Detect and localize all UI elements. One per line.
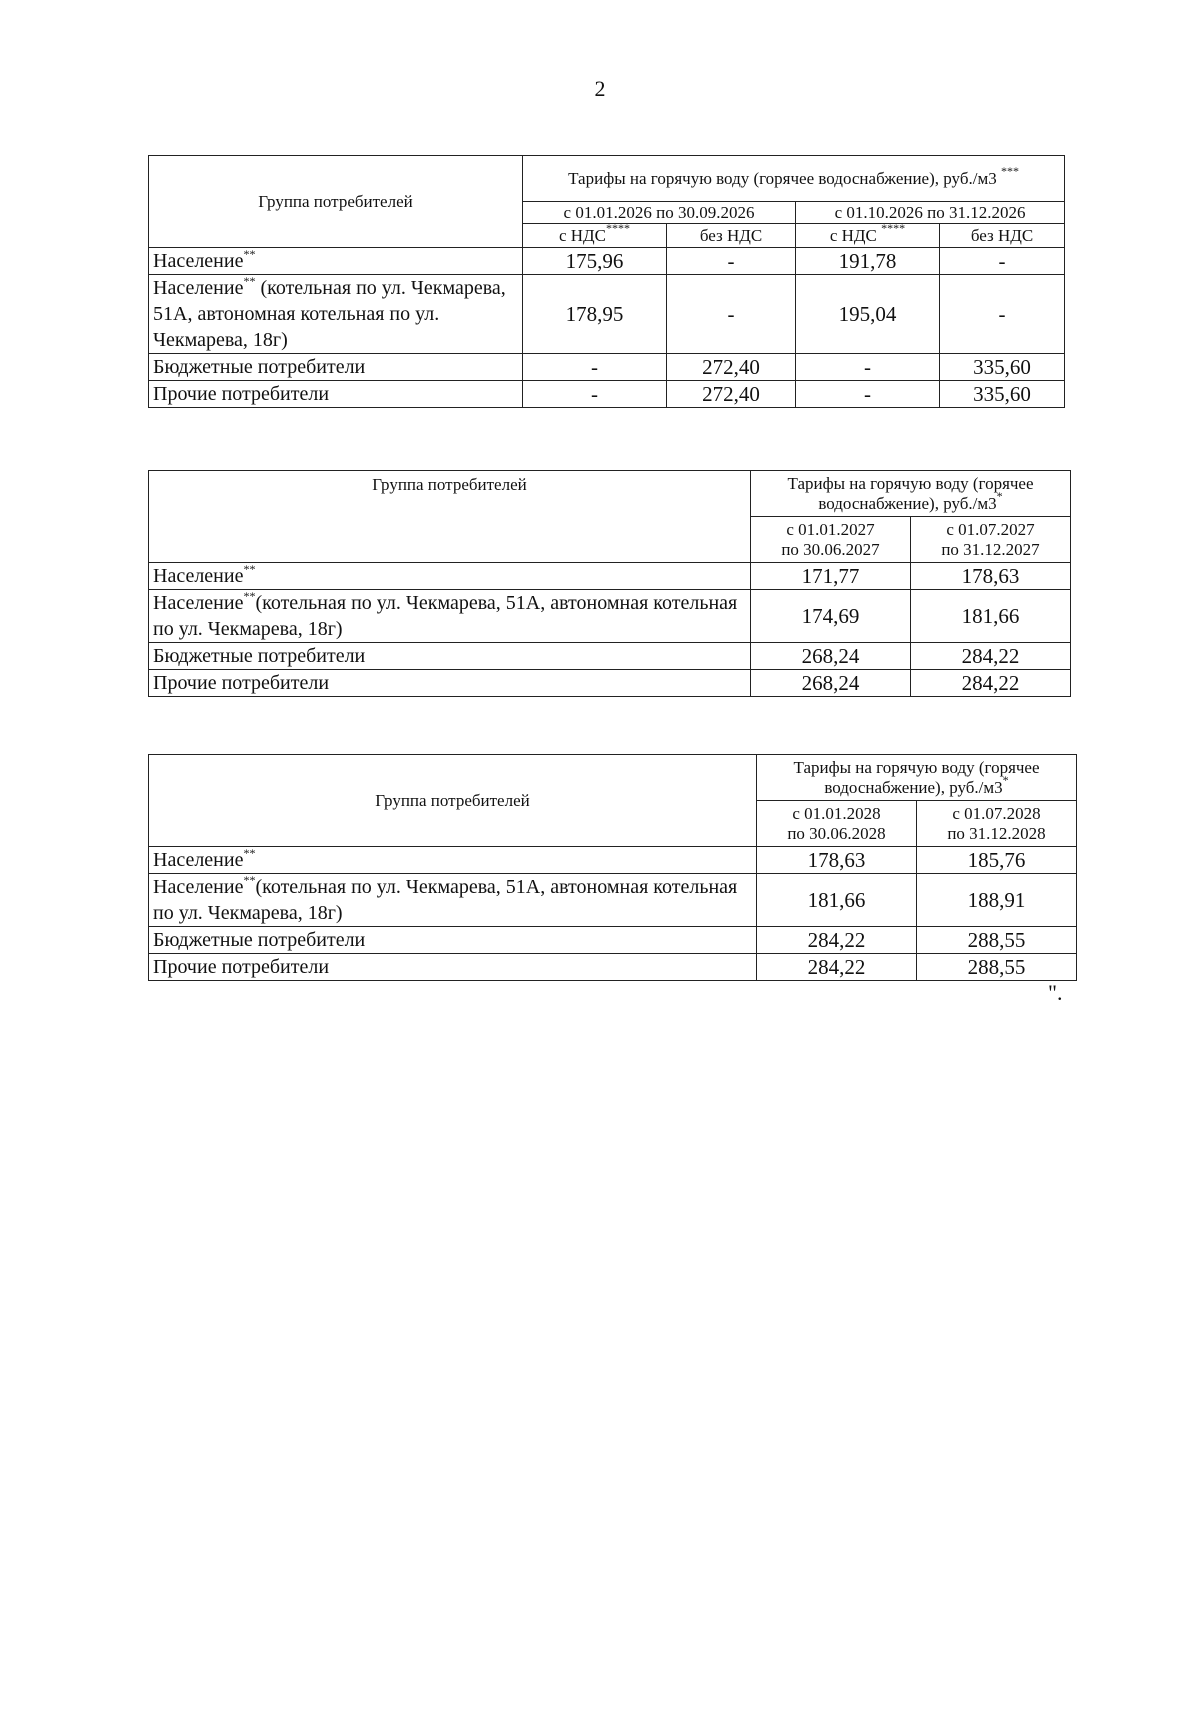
tariff-table-2026: [148, 155, 1065, 408]
table-row: [149, 927, 1077, 954]
cell-value: 195,04: [796, 275, 940, 354]
cell-value: 171,77: [751, 563, 911, 590]
footnote-mark: **: [243, 274, 256, 288]
cell-value: 188,91: [917, 874, 1077, 927]
header-period-1: с 01.01.2026 по 30.09.2026: [523, 202, 796, 224]
header-without-vat: без НДС: [940, 224, 1065, 248]
row-label: [149, 248, 523, 275]
tariff-table-2027: [148, 470, 1071, 697]
footnote-mark: *: [1002, 772, 1009, 787]
header-tariff-text: Тарифы на горячую воду (горячее водоснабжение), руб./м3: [787, 473, 1034, 513]
header-with-vat-text: с НДС: [558, 225, 606, 245]
header-tariff: [751, 471, 1071, 517]
footnote-mark: **: [243, 589, 256, 603]
table-row: [149, 248, 1065, 275]
header-period-1: [757, 801, 917, 847]
table-header-row: [149, 755, 1077, 801]
row-label: Прочие потребители: [149, 670, 751, 697]
table-row: [149, 874, 1077, 927]
cell-value: -: [523, 381, 667, 408]
header-period-2: [917, 801, 1077, 847]
table-row: [149, 590, 1071, 643]
cell-value: 288,55: [917, 927, 1077, 954]
cell-value: 272,40: [667, 354, 796, 381]
table-row: [149, 563, 1071, 590]
cell-value: 284,22: [911, 643, 1071, 670]
row-label-text: Население: [153, 277, 244, 299]
row-label: Бюджетные потребители: [149, 354, 523, 381]
row-label: [149, 847, 757, 874]
cell-value: -: [940, 275, 1065, 354]
row-label: [149, 874, 757, 927]
cell-value: -: [523, 354, 667, 381]
period-start: с 01.01.2028: [792, 803, 881, 823]
cell-value: 284,22: [911, 670, 1071, 697]
cell-value: 181,66: [757, 874, 917, 927]
row-label: [149, 590, 751, 643]
cell-value: 174,69: [751, 590, 911, 643]
period-end: по 30.06.2028: [787, 823, 886, 843]
header-consumer-group: Группа потребителей: [149, 156, 523, 248]
cell-value: -: [796, 354, 940, 381]
footnote-mark: ****: [606, 223, 630, 235]
row-label: Прочие потребители: [149, 954, 757, 981]
table-row: [149, 670, 1071, 697]
period-end: по 31.12.2027: [941, 539, 1040, 559]
header-period-2: с 01.10.2026 по 31.12.2026: [796, 202, 1065, 224]
period-start: с 01.07.2027: [946, 519, 1035, 539]
cell-value: 175,96: [523, 248, 667, 275]
closing-quote-mark: ".: [1048, 980, 1063, 1005]
row-label: [149, 275, 523, 354]
row-label-text: Население: [153, 592, 244, 614]
cell-value: -: [796, 381, 940, 408]
cell-value: -: [940, 248, 1065, 275]
cell-value: 178,63: [911, 563, 1071, 590]
footnote-mark: **: [243, 247, 256, 261]
cell-value: 181,66: [911, 590, 1071, 643]
table-header-row: [149, 156, 1065, 202]
cell-value: 268,24: [751, 670, 911, 697]
header-tariff: [523, 156, 1065, 202]
period-end: по 30.06.2027: [781, 539, 880, 559]
header-tariff: [757, 755, 1077, 801]
cell-value: -: [667, 248, 796, 275]
period-start: с 01.01.2027: [786, 519, 875, 539]
period-end: по 31.12.2028: [947, 823, 1046, 843]
header-without-vat: без НДС: [667, 224, 796, 248]
row-label-detail: (котельная по ул. Чекмарева, 51А, автономная котельная по ул. Чекмарева, 18г): [153, 876, 738, 924]
row-label: Прочие потребители: [149, 381, 523, 408]
cell-value: 272,40: [667, 381, 796, 408]
row-label: Бюджетные потребители: [149, 643, 751, 670]
cell-value: 268,24: [751, 643, 911, 670]
footnote-mark: **: [243, 873, 256, 887]
footnote-mark: **: [243, 562, 256, 576]
row-label: [149, 563, 751, 590]
table-row: [149, 381, 1065, 408]
table-header-row: [149, 471, 1071, 517]
table-row: [149, 275, 1065, 354]
footnote-mark: *: [996, 488, 1003, 503]
page-number: 2: [594, 76, 606, 101]
header-consumer-group: Группа потребителей: [149, 755, 757, 847]
cell-value: 185,76: [917, 847, 1077, 874]
cell-value: 178,63: [757, 847, 917, 874]
row-label: Бюджетные потребители: [149, 927, 757, 954]
row-label-detail: (котельная по ул. Чекмарева, 51А, автономная котельная по ул. Чекмарева, 18г): [153, 592, 738, 640]
tariff-table-2028: [148, 754, 1077, 981]
row-label-text: Население: [153, 565, 244, 587]
cell-value: 284,22: [757, 954, 917, 981]
cell-value: 178,95: [523, 275, 667, 354]
cell-value: 335,60: [940, 381, 1065, 408]
footnote-mark: **: [243, 846, 256, 860]
cell-value: -: [667, 275, 796, 354]
header-with-vat: [523, 224, 667, 248]
table-row: [149, 643, 1071, 670]
header-period-1: [751, 517, 911, 563]
row-label-text: Население: [153, 250, 244, 272]
table-row: [149, 354, 1065, 381]
footnote-mark: ***: [1000, 163, 1019, 178]
cell-value: 335,60: [940, 354, 1065, 381]
header-with-vat: [796, 224, 940, 248]
header-tariff-text: Тарифы на горячую воду (горячее водоснабжение), руб./м3: [568, 168, 997, 188]
cell-value: 191,78: [796, 248, 940, 275]
header-consumer-group: Группа потребителей: [149, 471, 751, 563]
header-tariff-text: Тарифы на горячую воду (горячее водоснабжение), руб./м3: [793, 757, 1040, 797]
period-start: с 01.07.2028: [952, 803, 1041, 823]
table-row: [149, 847, 1077, 874]
header-with-vat-text: с НДС: [829, 225, 877, 245]
cell-value: 284,22: [757, 927, 917, 954]
table-row: [149, 954, 1077, 981]
footnote-mark: ****: [881, 223, 906, 235]
header-period-2: [911, 517, 1071, 563]
row-label-text: Население: [153, 849, 244, 871]
row-label-detail: (котельная по ул. Чекмарева, 51А, автономная котельная по ул. Чекмарева, 18г): [153, 277, 506, 351]
row-label-text: Население: [153, 876, 244, 898]
cell-value: 288,55: [917, 954, 1077, 981]
